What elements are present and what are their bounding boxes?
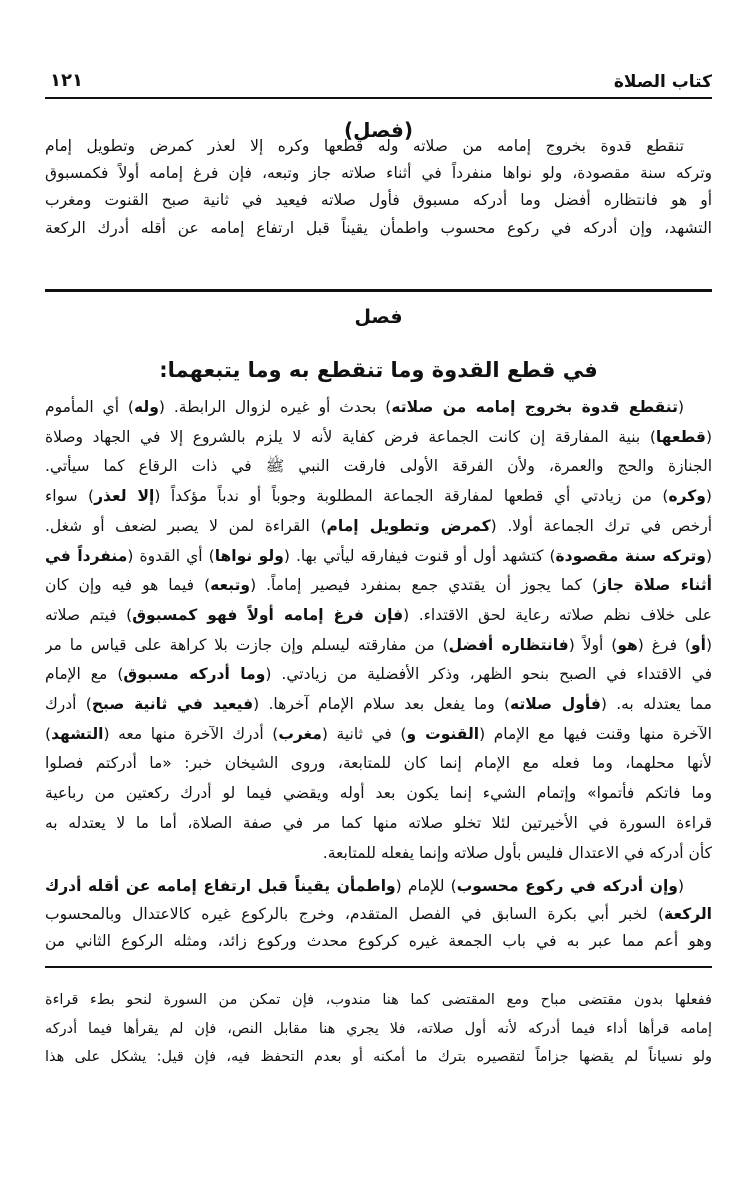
text-segment: الآخرة منها وقنت فيها مع الإمام (: [479, 724, 712, 743]
text-segment: كأن أدركه في الاعتدال فليس بأول صلاته وإنما يفعله للمتابعة.: [322, 843, 712, 862]
text-segment: ) بحدث أو غيره لزوال الرابطة. (: [158, 398, 392, 416]
text-segment: (: [705, 546, 712, 565]
bold-text-segment: ولو نواها: [214, 546, 284, 565]
bold-text-segment: تنقطع قدوة بخروج إمامه من صلاته: [391, 398, 678, 416]
text-segment: أرخص في ترك الجماعة أولا. (: [490, 516, 712, 535]
matn-heading: (فصل): [344, 118, 413, 142]
text-line: [45, 188, 712, 212]
text-segment: ) فيتم صلاته: [45, 605, 133, 624]
bold-text-segment: وله: [133, 398, 159, 416]
text-segment: ) من زيادتي أي قطعها لمفارقة الجماعة المطلوبة وجوباً أو ندباً مؤكداً (: [154, 487, 669, 506]
text-line: [45, 692, 712, 716]
text-line: [45, 929, 712, 953]
text-segment: (: [677, 398, 684, 416]
text-segment: قراءة السورة في الأخيرتين لئلا تخلو صلاته منها كما مر في صفة الصلاة، أما ما لا يعتدله به: [45, 813, 712, 832]
text-segment: ) لخبر أبي بكرة السابق في الفصل المتقدم، وخرج بالركوع غيره كالاعتدال وبالمحسوب: [45, 904, 665, 923]
text-line: [45, 454, 712, 478]
bold-text-segment: أثناء صلاة جاز: [598, 576, 712, 595]
bold-text-segment: واطمأن يقيناً قبل ارتفاع إمامه عن أقله أدرك: [45, 877, 396, 895]
text-line: [45, 841, 712, 865]
text-segment: ) من مفارقته ليسلم وإن جازت بلا كراهة على قياس ما مر: [45, 635, 449, 654]
text-segment: ) أولاً (: [568, 635, 618, 654]
text-segment: مما يعتدله به. (: [600, 695, 712, 713]
sharh-subheading: في قطع القدوة وما تنقطع به وما يتبعهما:: [159, 358, 598, 382]
bold-text-segment: وإن أدركه في ركوع محسوب: [456, 877, 678, 895]
text-segment: تنقطع قدوة بخروج إمامه من صلاته وله قطعها وكره إلا لعذر كمرض وتطويل إمام: [45, 137, 684, 155]
text-line: [45, 988, 712, 1012]
text-segment: الجنازة والحج والعمرة، ولأن الفرقة الأولى فارقت النبي ﷺ في ذات الرقاع كما سيأتي.: [45, 457, 712, 476]
text-segment: وهو أعم مما عبر به في باب الجمعة غيره كركوع محدث وركوع زائد، ومثله الركوع الثاني من: [45, 932, 712, 950]
text-segment: لأنها محلهما، وما فعله مع الإمام إنما كان للمتابعة، وروى الشيخان خبر: «ما أدركتم فصلوا: [45, 754, 712, 773]
text-line: [45, 484, 712, 508]
footnote-rule: [45, 966, 712, 968]
matn-rule: [45, 289, 712, 292]
text-segment: ) كما يجوز أن يقتدي جمع بمنفرد فيصير إماماً. (: [250, 576, 599, 595]
text-segment: ) فرغ (: [637, 635, 691, 654]
text-line: [45, 633, 712, 657]
text-line: [45, 722, 712, 746]
bold-text-segment: القنوت و: [406, 724, 480, 743]
bold-text-segment: وتركه سنة مقصودة: [555, 546, 706, 565]
bold-text-segment: التشهد: [51, 724, 104, 743]
bold-text-segment: فإن فرغ إمامه أولاً فهو كمسبوق: [132, 605, 404, 624]
text-segment: ) أي المأموم: [45, 398, 134, 416]
text-segment: (: [705, 487, 712, 506]
text-segment: ) أدرك الآخرة منها معه (: [103, 724, 279, 743]
text-segment: (: [705, 635, 712, 654]
page-number: ١٢١: [50, 70, 83, 91]
bold-text-segment: فأول صلاته: [510, 695, 601, 713]
bold-text-segment: أو: [690, 635, 706, 654]
text-line: [45, 662, 712, 686]
text-segment: في الاقتداء في الصبح بنحو الظهر، وذكر الأفضلية من زيادتي. (: [265, 665, 712, 684]
text-line: [45, 1017, 712, 1041]
bold-text-segment: وكره: [668, 487, 706, 506]
text-line: [45, 161, 712, 185]
text-segment: ) سواء: [45, 487, 95, 506]
bold-text-segment: فانتظاره أفضل: [448, 635, 569, 654]
text-line: [45, 216, 712, 240]
bold-text-segment: منفرداً في: [45, 546, 128, 565]
text-segment: ) القراءة لمن لا يصبر لضعف أو شغل.: [45, 516, 327, 535]
bold-text-segment: قطعها: [655, 427, 706, 446]
text-segment: (: [705, 427, 712, 446]
text-line: [45, 544, 712, 568]
text-segment: ) أدرك: [45, 695, 92, 713]
text-line: [45, 514, 712, 538]
text-segment: (: [677, 877, 684, 895]
text-segment: ) مع الإمام: [45, 665, 124, 684]
text-segment: ولو نسياناً لم يقضها جزاماً لتقصيره بترك ما أمكنه أو بعدم التحفظ فيه، فإن قيل: يشكل على هذا: [45, 1049, 712, 1065]
text-line: [45, 1045, 712, 1069]
header-rule: [45, 97, 712, 99]
bold-text-segment: هو: [617, 635, 638, 654]
text-segment: وما فاتكم فأتموا» وإتمام الشيء إنما يكون بعد أوله ويقضي فيما لو أدرك ركعتين من رباعية: [45, 784, 712, 803]
text-line: [45, 425, 712, 449]
bold-text-segment: وما أدركه مسبوق: [123, 665, 266, 684]
text-segment: أو هو فانتظاره أفضل وما أدركه مسبوق فأول صلاته فيعيد في ثانية صبح القنوت ومغرب: [45, 191, 712, 210]
text-segment: على خلاف نظم صلاته رعاية لحق الاقتداء. (: [403, 605, 712, 624]
bold-text-segment: الركعة: [664, 904, 712, 923]
text-line: [45, 781, 712, 805]
text-line: [45, 573, 712, 597]
text-segment: ) في ثانية (: [321, 724, 407, 743]
text-segment: وتركه سنة مقصودة، ولو نواها منفرداً في أثناء صلاته جاز وتبعه، فإن فرغ إمامه أولاً فكمسبوق: [45, 164, 712, 183]
bold-text-segment: مغرب: [278, 724, 322, 743]
bold-text-segment: وتبعه: [210, 576, 251, 595]
text-segment: ففعلها بدون مقتضى مباح ومع المقتضى كما هنا مندوب، فإن تمكن من السورة لنحو بطء قراءة: [45, 992, 712, 1008]
text-segment: التشهد، وإن أدركه في ركوع محسوب واطمأن يقيناً قبل ارتفاع إمامه عن أقله أدرك الركعة: [45, 218, 712, 237]
text-line: [45, 751, 712, 775]
text-line: [45, 395, 712, 419]
text-line: [45, 902, 712, 926]
text-line: [45, 811, 712, 835]
bold-text-segment: إلا لعذر: [94, 487, 155, 506]
sharh-heading: فصل: [354, 306, 403, 328]
bold-text-segment: فيعيد في ثانية صبح: [91, 695, 254, 713]
text-line: [45, 603, 712, 627]
text-line: [45, 874, 712, 898]
text-segment: ) أي القدوة (: [127, 546, 215, 565]
text-line: [45, 134, 712, 158]
text-segment: إمامه قرأها أداء فيما أدركه لأنه أول صلاته، فلا يجري هنا مقابل النص، فإن لم يقرأها فيما أدركه: [45, 1020, 712, 1037]
text-segment: ) وما يفعل بعد سلام الإمام آخرها. (: [253, 695, 511, 713]
running-header-title: كتاب الصلاة: [613, 72, 712, 92]
text-segment: ) بنية المفارقة إن كانت الجماعة فرض كفاية لأنه لا يلزم بالشروع إلا في الجهاد وصلاة: [45, 427, 656, 446]
text-segment: ) كتشهد أول أو قنوت فيفارقه ليأتي بها. (: [283, 546, 556, 565]
text-segment: ): [45, 724, 52, 743]
text-segment: ) للإمام (: [395, 877, 457, 895]
text-segment: ) فيما هو فيه وإن كان: [45, 576, 211, 595]
bold-text-segment: كمرض وتطويل إمام: [326, 516, 491, 535]
